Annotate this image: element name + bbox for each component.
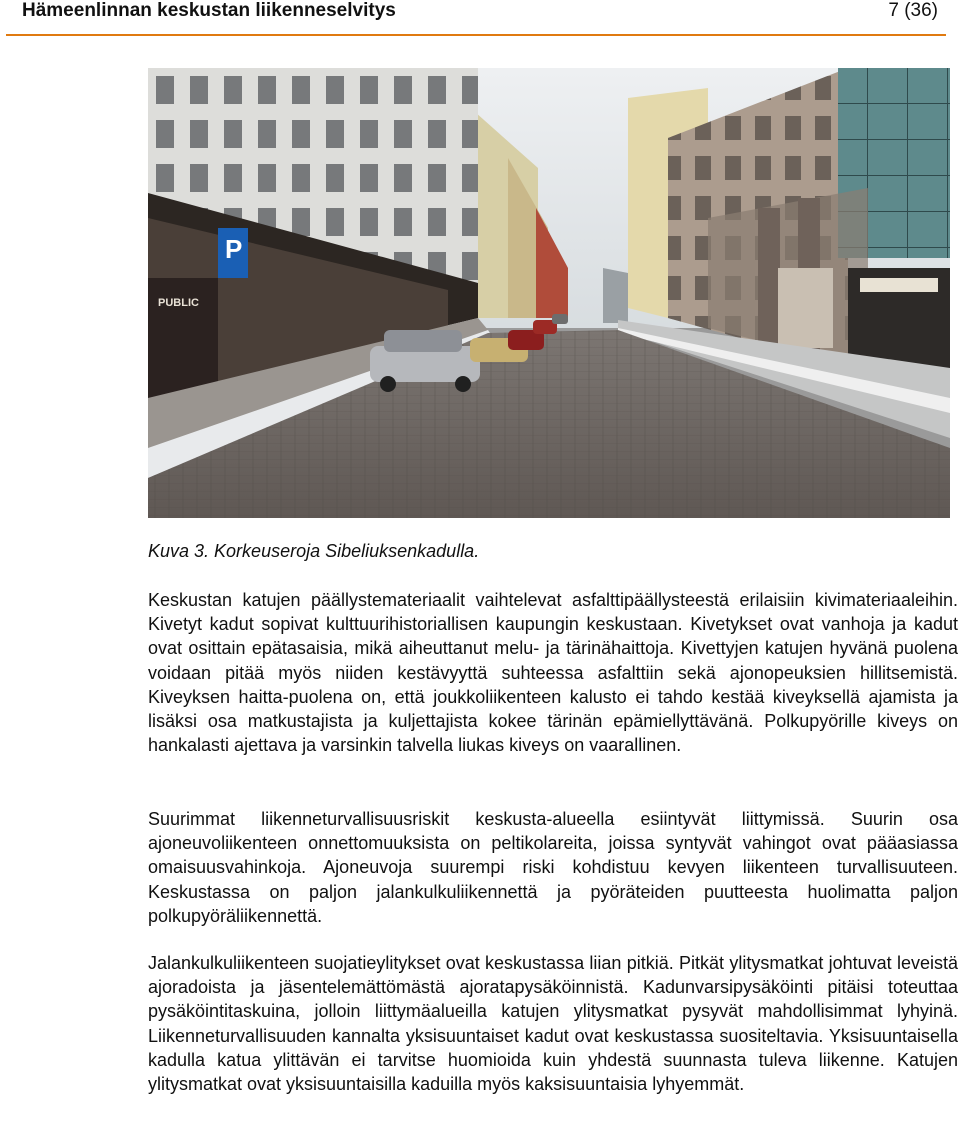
body-paragraph: Jalankulkuliikenteen suojatieylitykset ovat keskustassa liian pitkiä. Pitkät ylitysmatkat johtuvat leveistä ajoradoista ja jäsentelemättömästä ajoratapysäköinnistä. Kadunvarsipysäköinti pitäisi toteuttaa pysäköintitaskuina, jolloin liittymäalueilla katujen ylitysmatkat pysyvät mahdollisimmat lyhyinä. Liikenneturvallisuuden kannalta yksisuuntaiset kadut ovat keskustassa suositeltavia. Yksisuuntaisella kadulla katua ylittävän ei tarvitse huomioida kuin yhdestä suunnasta tuleva liikenne. Katujen ylitysmatkat ovat yksisuuntaisilla kaduilla myös kaksisuuntaisia lyhyemmät. [148,953,958,1095]
header-divider [6,34,946,36]
document-title: Hämeenlinnan keskustan liikenneselvitys [22,0,396,21]
figure-caption: Kuva 3. Korkeuseroja Sibeliuksenkadulla. [148,541,480,561]
page-header [6,0,946,36]
body-paragraph: Keskustan katujen päällystemateriaalit vaihtelevat asfalttipäällysteestä erilaisiin kivimateriaaleihin. Kivetyt kadut sopivat kulttuurihistoriallisen kaupungin keskustaan. Kivetykset ovat vanhoja ja kadut ovat osittain epätasaisia, mikä aiheuttanut melu- ja tärinähaittoja. Kivettyjen katujen hyvänä puolena voidaan pitää myös niiden kestävyyttä suhteessa asfalttiin sekä ajonopeuksien hillitsemistä. Kiveyksen haitta-puolena on, että joukkoliikenteen kalusto ei tahdo kestää kiveyksellä ajamista ja lisäksi osa matkustajista ja kuljettajista kokee tärinän epämiellyttävänä. Polkupyörille kiveys on hankalasti ajettava ja varsinkin talvella liukas kiveys on vaarallinen. [148,590,958,756]
shop-sign-text: PUBLIC [158,297,199,309]
street-photo [148,68,950,518]
page-number: 7 (36) [888,0,938,21]
parking-sign-letter: P [225,234,243,264]
body-paragraph: Suurimmat liikenneturvallisuusriskit keskusta-alueella esiintyvät liittymissä. Suurin osa ajoneuvoliikenteen onnettomuuksista on peltikolareita, joissa syntyvät vahingot ovat pääasiassa omaisuusvahinkoja. Ajoneuvoja suurempi riski kohdistuu kevyen liikenteen turvallisuuteen. Keskustassa on paljon jalankulkuliikennettä ja pyöräteiden puutteesta huolimatta paljon polkupyöräliikennettä. [148,809,958,926]
street-photo-illustration [148,68,950,518]
